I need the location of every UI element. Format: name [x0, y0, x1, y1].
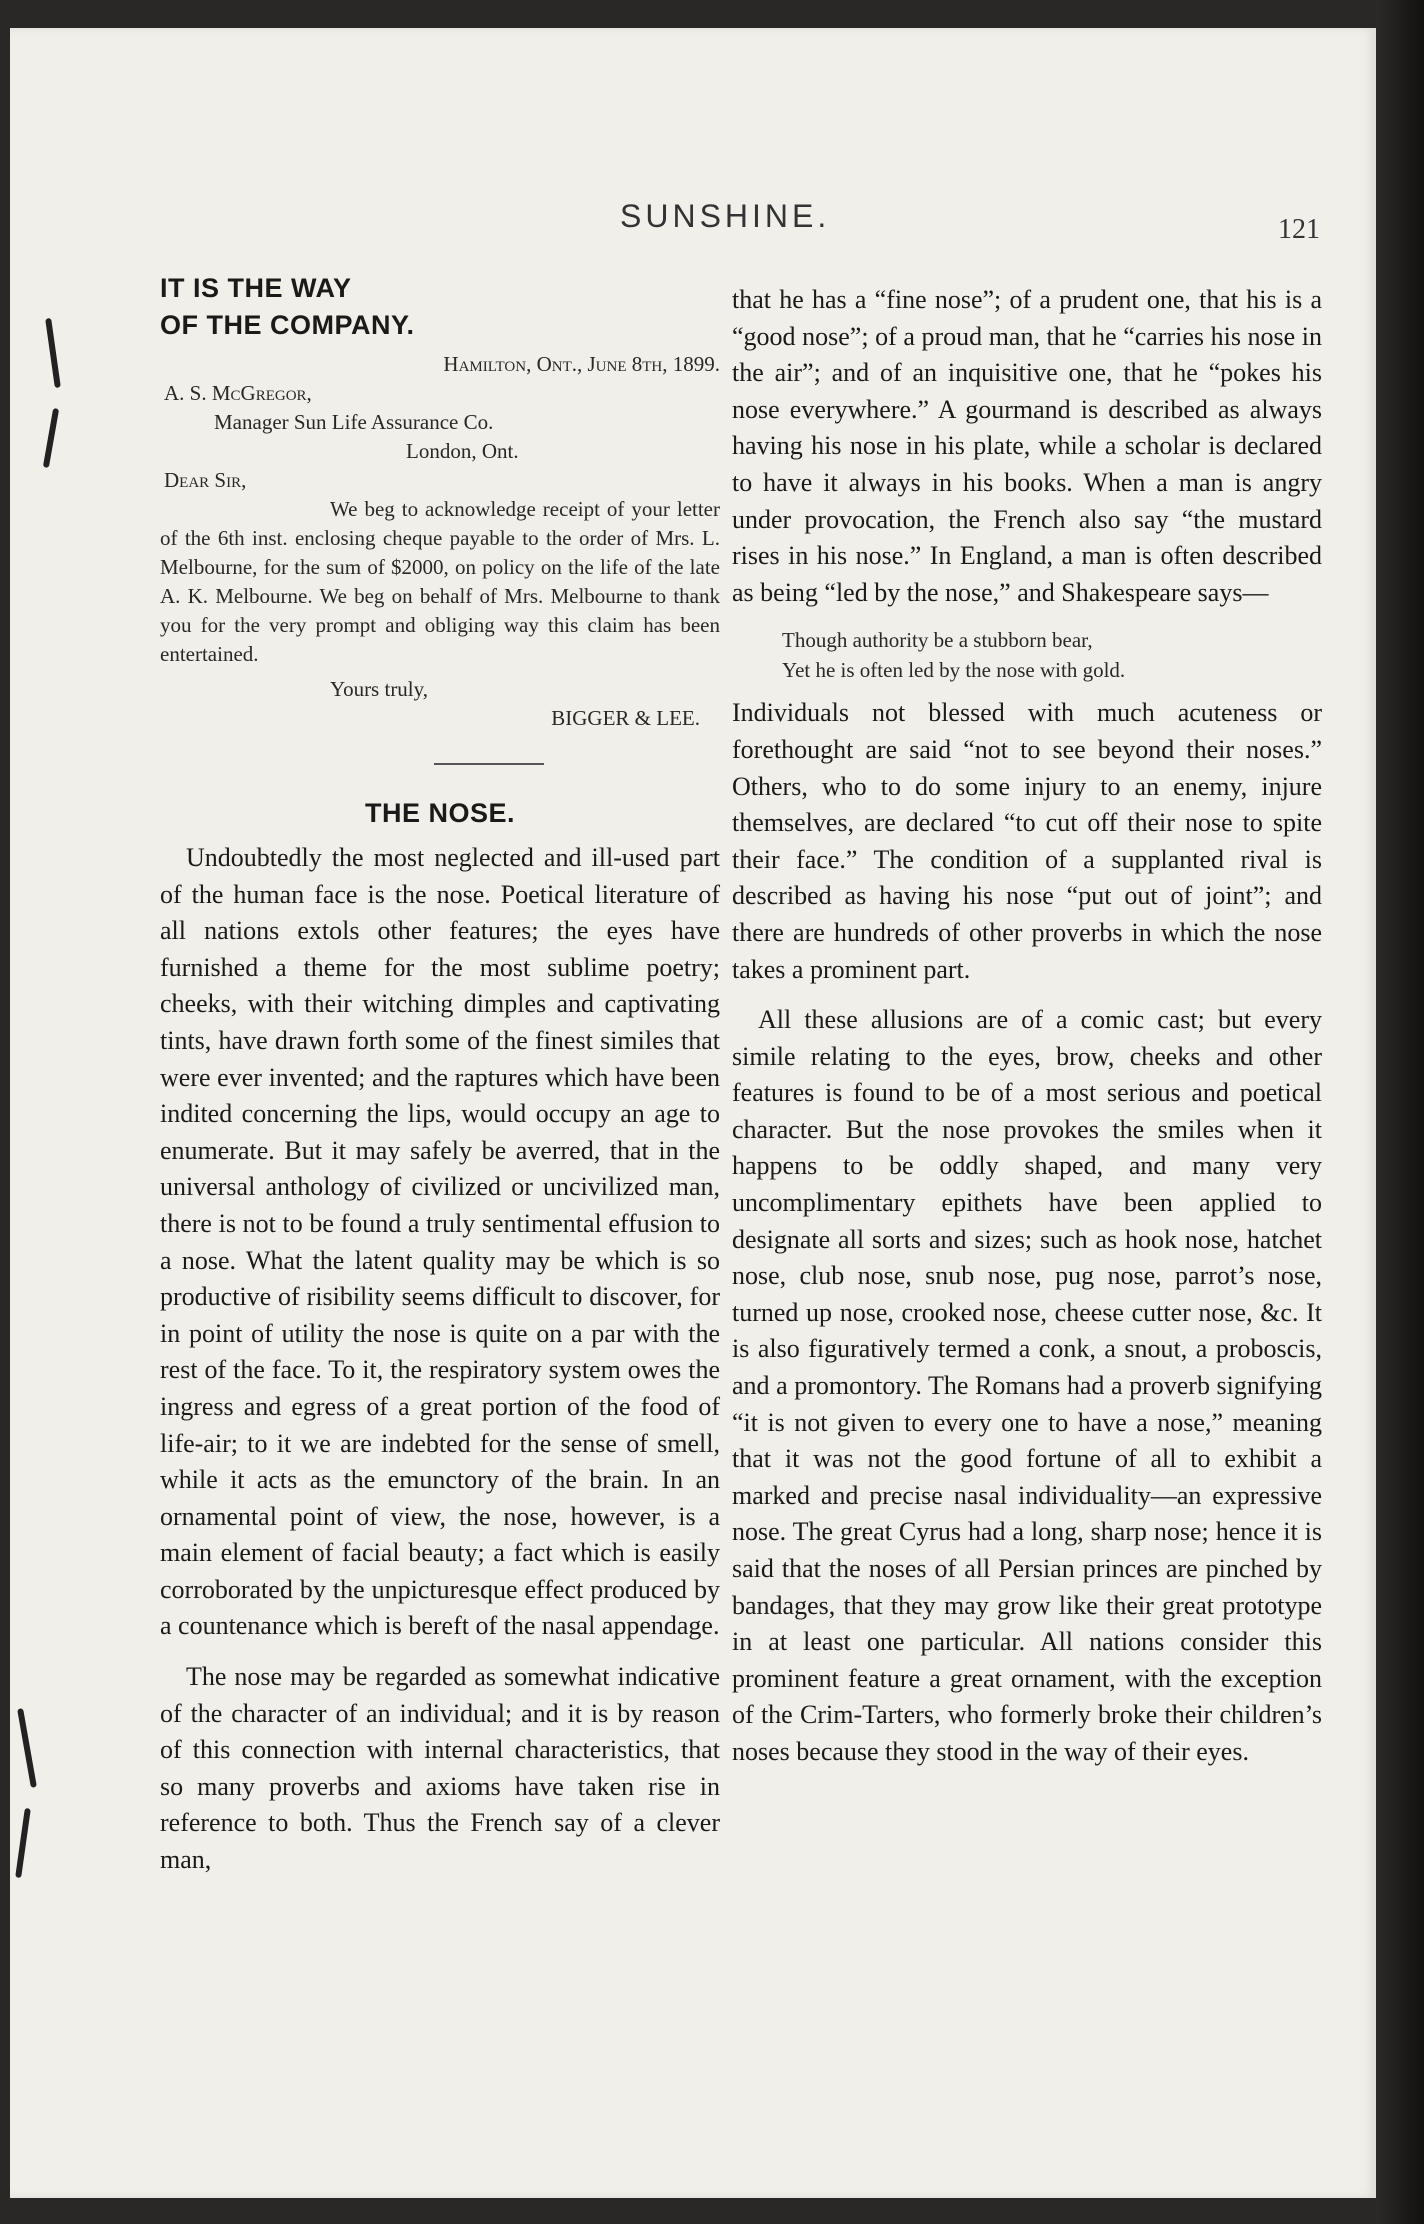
letter-body: We beg to acknowledge receipt of your letter of the 6th inst. enclosing cheque payable to the order of Mrs. L. Melbourne, for the sum of $2000, on policy on the life of the late A. K. Melbourne. We beg on behalf of Mrs. Melbourne to thank you for the very prompt and obliging way this claim has been entertained.	[160, 497, 720, 666]
paragraph: All these allusions are of a comic cast; but every simile relating to the eyes, brow, cheeks and other features is found to be of a most serious and poetical character. But the nose provokes the smiles when it happens to be oddly shaped, and many very uncomplimentary epithets have been applied to designate all sorts and sizes; such as hook nose, hatchet nose, club nose, snub nose, pug nose, parrot’s nose, turned up nose, crooked nose, cheese cutter nose, &c. It is also figuratively termed a conk, a snout, a proboscis, and a promontory. The Romans had a proverb signifying “it is not given to every one to have a nose,” meaning that it was not the good fortune of all to exhibit a marked and precise nasal individuality—an expressive nose. The great Cyrus had a long, sharp nose; hence it is said that the noses of all Persian princes are pinched by bandages, that they may grow like their great prototype in at least one particular. All nations consider this prominent feature a great ornament, with the exception of the Crim-Tarters, who formerly broke their children’s noses because they stood in the way of their eyes.	[732, 1005, 1322, 1766]
binding-mark	[43, 408, 59, 468]
left-column	[160, 270, 720, 1893]
paragraph: Undoubtedly the most neglected and ill-used part of the human face is the nose. Poetical literature of all nations extols other features; the eyes have furnished a theme for the most sublime poetry; cheeks, with their witching dimples and captivating tints, have drawn forth some of the finest similes that were ever invented; and the raptures which have been indited concerning the lips, would occupy an age to enumerate. But it may safely be averred, that in the universal anthology of civilized or uncivilized man, there is not to be found a truly sentimental effusion to a nose. What the latent quality may be which is so productive of risibility seems difficult to discover, for in point of utility the nose is quite on a par with the rest of the face. To it, the respiratory system owes the ingress and egress of a great portion of the food of life-air; to it we are indebted for the sense of smell, while it acts as the emunctory of the brain. In an ornamental point of view, the nose, however, is a main element of facial beauty; a fact which is easily corroborated by the unpicturesque effect produced by a countenance which is bereft of the nasal appendage.	[160, 843, 720, 1641]
article-title: THE NOSE.	[364, 798, 516, 828]
letter-signature: BIGGER & LEE.	[551, 706, 700, 730]
scanned-page	[10, 28, 1376, 2198]
letter-closing: Yours truly,	[330, 677, 429, 701]
section-divider	[434, 763, 544, 765]
quotation-line: Though authority be a stubborn bear,	[782, 628, 1093, 653]
letter-salutation: Dear Sir,	[164, 468, 247, 492]
paragraph: Individuals not blessed with much acuteness or forethought are said “not to see beyond their noses.” Others, who to do some injury to an enemy, injure themselves, are declared “to cut off their nose to spite their face.” The condition of a supplanted rival is described as having his nose “put out of joint”; and there are hundreds of other proverbs in which the nose takes a prominent part.	[732, 698, 1322, 984]
quotation-line: Yet he is often led by the nose with gold.	[782, 658, 1126, 683]
binding-mark	[15, 1808, 31, 1878]
letter-addressee: A. S. McGregor,	[164, 381, 312, 405]
page-header	[10, 198, 1376, 248]
running-head: SUNSHINE.	[620, 198, 831, 234]
binding-mark	[45, 318, 61, 388]
scan-edge	[1376, 0, 1424, 2224]
article-title: IT IS THE WAY	[160, 273, 352, 303]
letter-dateline: Hamilton, Ont., June 8th, 1899.	[443, 352, 720, 376]
quotation	[732, 625, 1322, 685]
letter-addressee-location: London, Ont.	[406, 439, 519, 463]
paragraph: The nose may be regarded as somewhat indicative of the character of an individual; and it is by reason of this connection with internal characteristics, that so many proverbs and axioms have taken rise in reference to both. Thus the French say of a clever man,	[160, 1662, 720, 1875]
page-number: 121	[1278, 214, 1320, 245]
letter	[160, 350, 720, 733]
right-column	[732, 282, 1322, 1785]
article-title: OF THE COMPANY.	[160, 310, 415, 340]
paragraph: that he has a “fine nose”; of a prudent one, that his is a “good nose”; of a proud man, that he “carries his nose in the air”; and of an inquisitive one, that he “pokes his nose everywhere.” A gourmand is described as always having his nose in his plate, while a scholar is declared to have it always in his books. When a man is angry under provocation, the French also say “the mustard rises in his nose.” In England, a man is often described as being “led by the nose,” and Shakespeare says—	[732, 285, 1322, 607]
binding-mark	[17, 1708, 37, 1788]
letter-addressee-title: Manager Sun Life Assurance Co.	[214, 410, 494, 434]
